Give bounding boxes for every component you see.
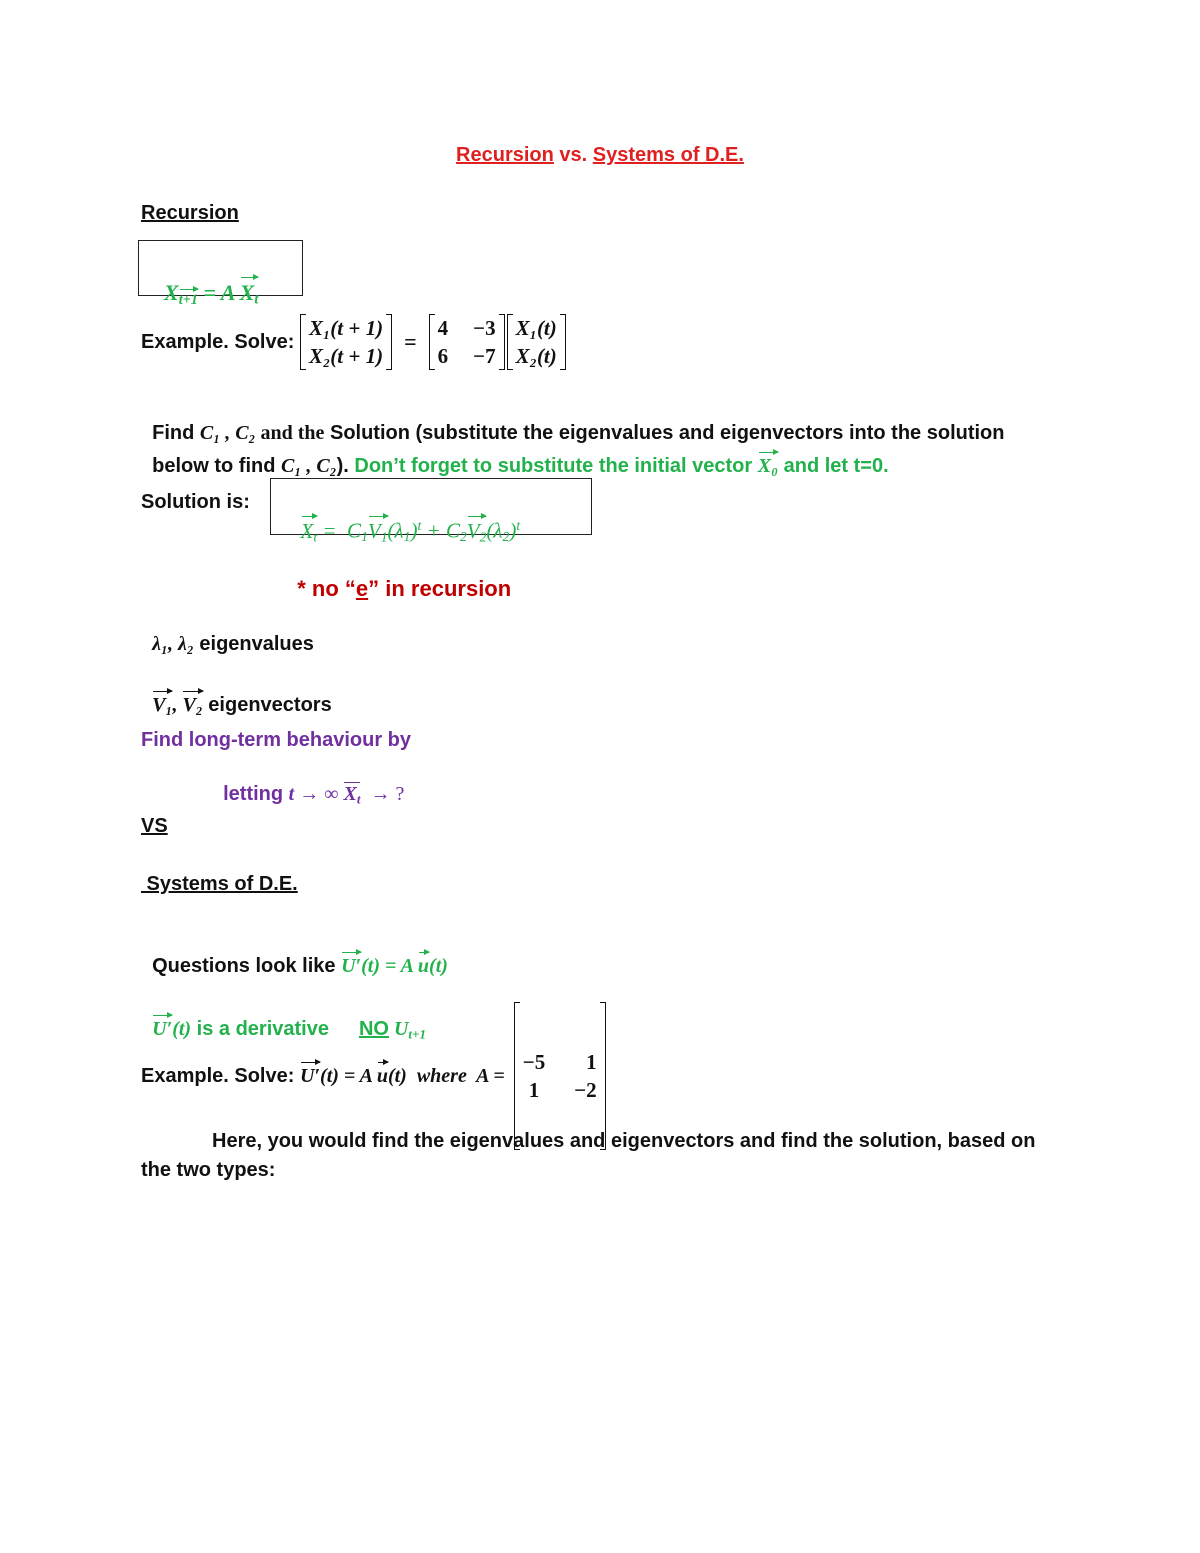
solution-c1: C	[347, 518, 362, 543]
questions-eq: (t) = A	[361, 955, 418, 977]
solution-c2: C	[445, 518, 460, 543]
example1-rhs-row1: X₁(t)	[515, 316, 557, 340]
derivative-t: (t)	[172, 1018, 192, 1040]
recursion-rhs: $X_t$	[239, 280, 259, 308]
example1-line	[141, 312, 566, 372]
initial-vector-note-end: and let t=0.	[778, 455, 889, 477]
long-term-line-2	[212, 759, 404, 806]
no-e-letter: e	[355, 576, 369, 601]
title-recursion: Recursion	[456, 144, 554, 166]
find-rest: Solution (substitute the eigenvalues and eigenvectors into the solution	[324, 422, 1005, 444]
paragraph-line-1: Here, you would find the eigenvalues and eigenvectors and find the solution, based on	[212, 1130, 1036, 1152]
recursion-lhs: X	[164, 280, 179, 305]
matrix1-cell: 4	[437, 316, 449, 340]
no-e-end: ” in recursion	[368, 576, 512, 601]
lambda-symbols: λ₁, λ₂	[152, 633, 194, 655]
solution-lam2-close: )	[509, 518, 517, 543]
matrix2-cell: −5	[522, 1050, 546, 1074]
find-word: Find	[152, 422, 200, 444]
eigenvectors-text: eigenvectors	[202, 694, 332, 716]
derivative-text: is a derivative	[191, 1018, 329, 1040]
solution-t2: t	[516, 518, 521, 533]
example1-lhs-row2: X₂(t + 1)	[308, 344, 384, 368]
systems-heading: Systems of D.E.	[141, 873, 298, 895]
and-the: and the	[255, 422, 325, 444]
matrix2-cell: 1	[528, 1078, 540, 1102]
title-systems: Systems of D.E.	[592, 144, 744, 166]
solution-xt: $X_t$	[300, 518, 318, 544]
solution-formula	[290, 493, 520, 545]
t-symbol: t	[288, 783, 295, 805]
v1-symbol: V₁	[152, 694, 173, 716]
no-e-note	[285, 550, 511, 602]
example2-line	[141, 1050, 606, 1102]
example2-matrix	[514, 1002, 606, 1150]
find-line-2	[141, 432, 889, 478]
solution-lam1-close: )	[410, 518, 418, 543]
solution-lam2: (λ	[486, 518, 503, 543]
solution-c1-sub: 1	[361, 528, 368, 544]
example1-matrix	[429, 314, 505, 370]
comma: ,	[220, 422, 236, 444]
solution-label: Solution is:	[141, 491, 250, 513]
solution-lam1: (λ	[387, 518, 404, 543]
v2-symbol: V₂	[182, 694, 203, 716]
u-prime-symbol-2: U′	[152, 1018, 173, 1040]
solution-t1: t	[417, 518, 422, 533]
questions-end: (t)	[429, 955, 448, 977]
example1-label: Example. Solve:	[141, 330, 300, 353]
c1-symbol: C₁	[199, 422, 221, 444]
solution-v1: $V_1$	[367, 518, 388, 544]
example1-rhs-row2: X₂(t)	[515, 344, 557, 368]
matrix2-cell: −2	[574, 1078, 597, 1102]
eigenvalues-text: eigenvalues	[193, 633, 314, 655]
eigenvalues-line	[141, 610, 314, 656]
questions-text: Questions look like	[152, 955, 342, 977]
recursion-eq: = A	[197, 280, 240, 305]
recursion-formula	[153, 254, 258, 309]
c2-symbol: C₂	[235, 422, 256, 444]
initial-vector-note: Don’t forget to substitute the initial vector	[348, 455, 758, 477]
solution-lam2-sub: 2	[502, 528, 510, 544]
solution-eq: =	[317, 518, 348, 543]
no-e-start: * no “	[297, 576, 356, 601]
matrix2-cell: 1	[586, 1050, 597, 1074]
example1-rhs-vector	[507, 314, 566, 370]
solution-c2-sub: 2	[459, 528, 467, 544]
page-title	[0, 144, 1200, 167]
arrow-infinity: → ∞	[294, 783, 344, 805]
find-line2-start: below to find	[152, 455, 281, 477]
example1-lhs-row1: X₁(t + 1)	[308, 316, 384, 340]
x0-symbol: X₀	[757, 455, 779, 477]
find-line2-end: ).	[336, 455, 349, 477]
eigenvectors-line	[141, 671, 332, 717]
u-vector-symbol-2: u	[376, 1064, 388, 1087]
vs-label: VS	[141, 815, 168, 837]
no-label: NO	[358, 1018, 389, 1040]
letting-text: letting	[223, 783, 289, 805]
vector-sep: ,	[172, 694, 183, 716]
example1-eq: =	[404, 329, 417, 354]
c1-c2-symbols: C₁ , C₂	[281, 455, 337, 477]
solution-lam1-sub: 1	[403, 528, 411, 544]
matrix1-cell: −7	[473, 344, 496, 368]
xt-bar-symbol: $X_t$	[343, 783, 361, 807]
paragraph-line-2: the two types:	[141, 1159, 276, 1181]
u-prime-symbol: U′	[341, 955, 362, 977]
arrow-question: → ?	[360, 783, 405, 805]
example2-where: (t) where A =	[387, 1064, 510, 1087]
u-t1-sub: t+1	[408, 1026, 426, 1042]
u-t1-symbol: U	[388, 1018, 409, 1040]
matrix1-cell: −3	[473, 316, 496, 340]
long-term-line-1: Find long-term behaviour by	[141, 729, 412, 751]
u-prime-symbol-3: U′	[299, 1064, 321, 1087]
recursion-lhs-sub: t+1	[178, 291, 198, 308]
example2-label: Example. Solve:	[141, 1064, 300, 1087]
example1-lhs-vector	[300, 314, 392, 370]
example2-mid: (t) = A	[320, 1064, 377, 1087]
solution-plus: +	[421, 518, 446, 543]
matrix1-cell: 6	[437, 344, 449, 368]
recursion-heading: Recursion	[141, 202, 239, 224]
derivative-line	[141, 995, 426, 1042]
title-vs: vs.	[553, 144, 593, 166]
u-vector-symbol: u	[417, 955, 430, 977]
questions-line	[141, 932, 448, 978]
solution-v2: $V_2$	[466, 518, 487, 544]
